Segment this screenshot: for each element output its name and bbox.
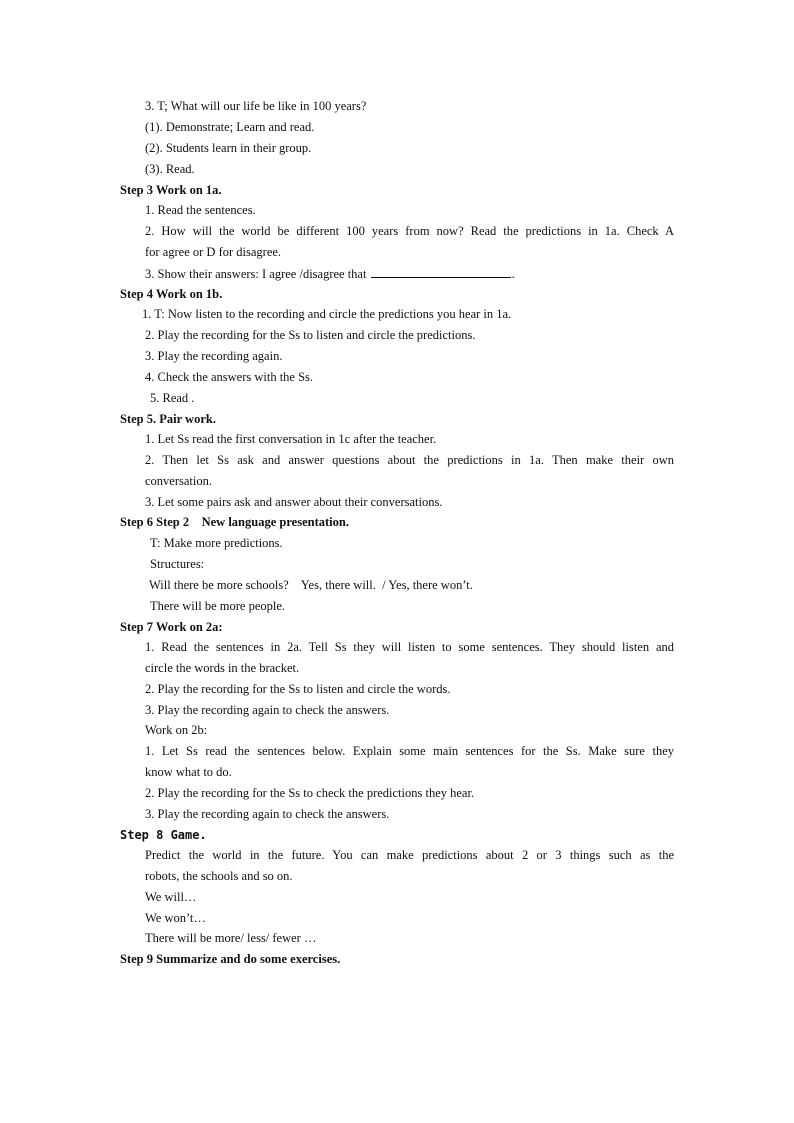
answer-blank	[371, 266, 511, 278]
text-line: Predict the world in the future. You can make predictions about 2 or 3 things such as the	[145, 848, 674, 862]
text-line: (3). Read.	[145, 162, 195, 176]
text-line: know what to do.	[145, 765, 232, 779]
text-line: 3. Play the recording again.	[145, 349, 283, 363]
step-heading: Step 9 Summarize and do some exercises.	[120, 952, 341, 966]
text-fragment: .	[511, 267, 515, 281]
text-line: 2. Then let Ss ask and answer questions about the predictions in 1a. Then make their own	[145, 453, 674, 467]
text-line: 3. Play the recording again to check the answers.	[145, 703, 390, 717]
text-line: (2). Students learn in their group.	[145, 141, 312, 155]
text-line: robots, the schools and so on.	[145, 869, 293, 883]
text-line: We will…	[145, 890, 197, 904]
step-heading: Step 5. Pair work.	[120, 412, 216, 426]
text-line: We won’t…	[145, 911, 206, 925]
text-line: 5. Read .	[150, 391, 195, 405]
text-line: 2. How will the world be different 100 years from now? Read the predictions in 1a. Check A	[145, 224, 674, 238]
text-line: conversation.	[145, 474, 212, 488]
text-line: 1. Read the sentences.	[145, 203, 256, 217]
step-heading: Step 7 Work on 2a:	[120, 620, 223, 634]
text-line: 1. Let Ss read the first conversation in 1c after the teacher.	[145, 432, 437, 446]
text-line: 3. T; What will our life be like in 100 years?	[145, 99, 367, 113]
step-heading: Step 8 Game.	[120, 828, 207, 842]
text-line: 3. Let some pairs ask and answer about their conversations.	[145, 495, 443, 509]
text-line: 1. T: Now listen to the recording and circle the predictions you hear in 1a.	[142, 307, 512, 321]
text-line: circle the words in the bracket.	[145, 661, 300, 675]
step-heading: Step 6 Step 2 New language presentation.	[120, 515, 349, 529]
text-line: (1). Demonstrate; Learn and read.	[145, 120, 315, 134]
text-line: 2. Play the recording for the Ss to listen and circle the predictions.	[145, 328, 476, 342]
text-fragment: 3. Show their answers: I agree /disagree that	[145, 267, 367, 281]
text-line: There will be more/ less/ fewer …	[145, 931, 317, 945]
text-line: Will there be more schools? Yes, there will. / Yes, there won’t.	[149, 578, 473, 592]
text-line: 1. Let Ss read the sentences below. Explain some main sentences for the Ss. Make sure they	[145, 744, 674, 758]
text-line: 2. Play the recording for the Ss to check the predictions they hear.	[145, 786, 475, 800]
text-line: Work on 2b:	[145, 723, 208, 737]
text-line: 2. Play the recording for the Ss to listen and circle the words.	[145, 682, 451, 696]
text-line: 4. Check the answers with the Ss.	[145, 370, 314, 384]
text-line: 3. Play the recording again to check the answers.	[145, 807, 390, 821]
step-heading: Step 4 Work on 1b.	[120, 287, 223, 301]
text-line: Structures:	[150, 557, 205, 571]
text-line: 1. Read the sentences in 2a. Tell Ss they will listen to some sentences. They should listen and	[145, 640, 674, 654]
step-heading: Step 3 Work on 1a.	[120, 183, 222, 197]
answer-prompt-line	[145, 266, 515, 282]
text-line: for agree or D for disagree.	[145, 245, 282, 259]
text-line: There will be more people.	[150, 599, 286, 613]
text-line: T: Make more predictions.	[150, 536, 283, 550]
